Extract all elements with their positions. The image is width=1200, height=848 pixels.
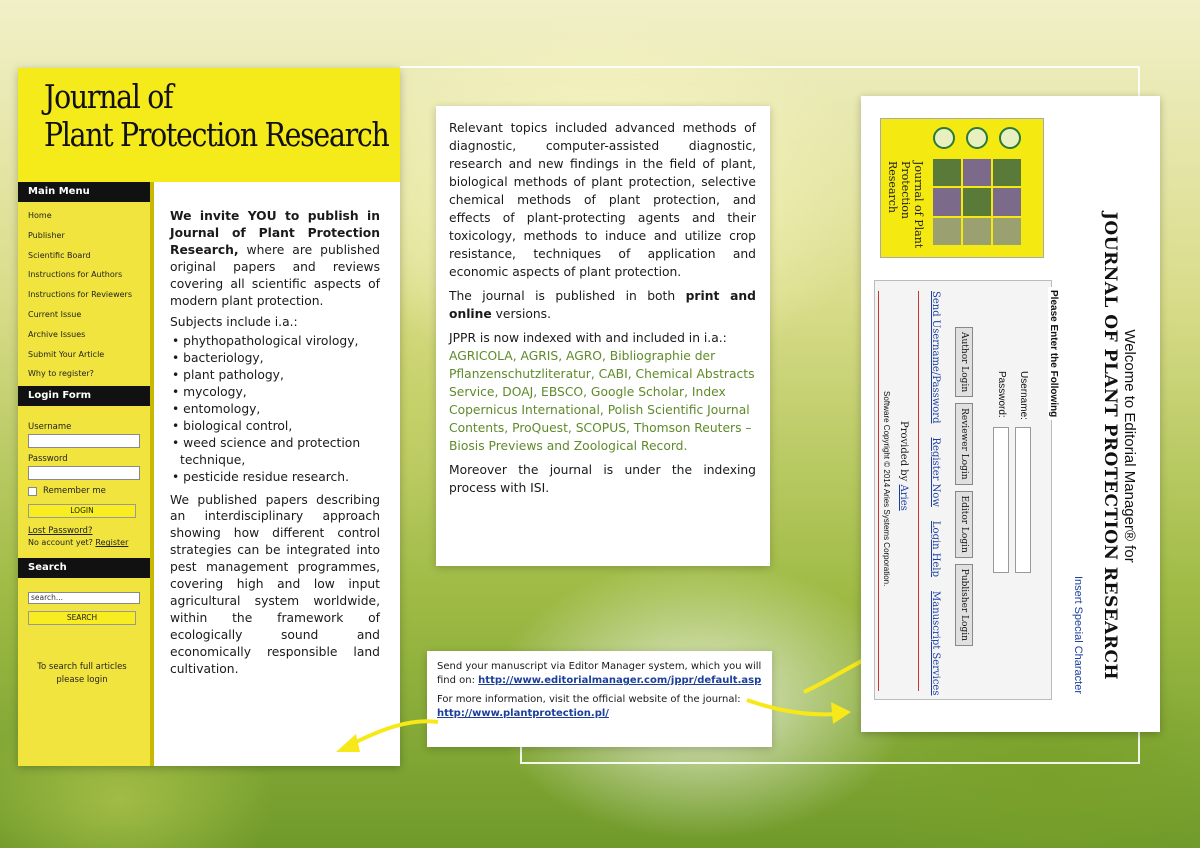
- arrow-left-icon: [330, 700, 440, 760]
- menu-item-home[interactable]: Home: [28, 211, 52, 220]
- published-pre: The journal is published in both: [449, 289, 686, 303]
- menu-item-current-issue[interactable]: Current Issue: [28, 309, 82, 319]
- lost-password-link[interactable]: Lost Password?: [28, 526, 93, 537]
- manuscript-paragraph: [437, 660, 762, 688]
- password-input[interactable]: [28, 466, 140, 480]
- em-welcome: Welcome to Editorial Manager® for: [1121, 329, 1138, 563]
- published-papers-paragraph: We published papers describing an interdisciplinary approach showing how different control strategies can be integrated into pest management programmes, covering high and low input agricultural system worldwide, within the framework of ecologically sound and economically responsible land cultivation.: [170, 492, 380, 676]
- remember-me: [28, 486, 144, 496]
- subjects-intro: Subjects include i.a.:: [170, 315, 298, 330]
- site-header: [18, 68, 400, 182]
- editorial-manager-link[interactable]: http://www.editorialmanager.com/jppr/default.asp: [478, 675, 762, 686]
- list-item: • pesticide residue research.: [170, 469, 380, 486]
- em-username-label: Username:: [1018, 371, 1029, 420]
- list-item: • phythopathological virology,: [170, 333, 380, 350]
- login-form: [18, 406, 154, 558]
- remember-me-label: Remember me: [43, 486, 106, 497]
- list-item: • biological control,: [170, 418, 380, 435]
- username-input[interactable]: [28, 434, 140, 448]
- list-item: • plant pathology,: [170, 367, 380, 384]
- menu-item-archive-issues[interactable]: Archive Issues: [28, 329, 86, 339]
- sidebar: [18, 182, 154, 766]
- list-item: • entomology,: [170, 401, 380, 418]
- search-heading: Search: [18, 558, 154, 578]
- site-title-line-1: Journal of: [44, 77, 173, 116]
- menu-item-scientific-board[interactable]: Scientific Board: [28, 250, 91, 260]
- em-journal-title: JOURNAL OF PLANT PROTECTION RESEARCH: [1100, 211, 1120, 681]
- login-help-link[interactable]: Login Help: [930, 520, 941, 578]
- list-item: • weed science and protection technique,: [170, 435, 380, 469]
- em-copyright: Software Copyright © 2014 Aries Systems Corporation.: [882, 391, 891, 587]
- info-card: [436, 106, 770, 566]
- sidebar-stripe: [150, 182, 154, 766]
- editorial-manager-rotated: [861, 96, 1160, 732]
- cover-title: Journal of Plant Protection Research: [886, 161, 925, 249]
- editor-login-button[interactable]: Editor Login: [955, 491, 973, 558]
- seal-icon: [999, 127, 1021, 149]
- seal-icon: [966, 127, 988, 149]
- isi-paragraph: Moreover the journal is under the indexing process with ISI.: [449, 463, 756, 495]
- reviewer-login-button[interactable]: Reviewer Login: [955, 403, 973, 484]
- login-button[interactable]: LOGIN: [28, 504, 136, 518]
- search-note-line-1: To search full articles: [37, 662, 127, 673]
- list-item: • bacteriology,: [170, 350, 380, 367]
- cover-photo-grid: [933, 159, 1021, 245]
- seal-icon: [933, 127, 955, 149]
- invite-bold: We invite YOU to publish in Journal of Plant Protection Research,: [170, 209, 380, 257]
- search-note: [28, 661, 144, 687]
- password-label: Password: [28, 454, 68, 465]
- divider: [918, 291, 919, 691]
- provider-link[interactable]: Aries: [898, 484, 909, 511]
- site-title: [44, 77, 389, 154]
- divider: [878, 291, 879, 691]
- indexed-paragraph: [449, 329, 756, 455]
- main-menu-heading: Main Menu: [18, 182, 154, 202]
- em-login-buttons: [955, 327, 973, 646]
- published-bold: print and online: [449, 289, 756, 321]
- search-input[interactable]: search...: [28, 592, 140, 604]
- em-password-input[interactable]: [993, 427, 1009, 573]
- editorial-manager-panel: [861, 96, 1160, 732]
- info-paragraph: [437, 693, 762, 721]
- invite-rest: where are published original papers and reviews covering all scientific aspects of modern plant protection.: [170, 242, 380, 308]
- manuscript-services-link[interactable]: Manuscript Services: [930, 591, 941, 696]
- register-now-link[interactable]: Register Now: [930, 437, 941, 507]
- cover-seals: [933, 127, 1021, 153]
- info-text: For more information, visit the official website of the journal:: [437, 694, 741, 705]
- em-login-form: [874, 280, 1059, 700]
- site-title-line-2: Plant Protection Research: [44, 115, 389, 154]
- journal-website-panel: [18, 68, 400, 766]
- indexes-list: AGRICOLA, AGRIS, AGRO, Bibliographie der Pflanzenschutzliteratur, CABI, Chemical Abstracts Service, DOAJ, EBSCO, Google Scholar, Index Copernicus International, Polish Scientific Journal Contents, ProQuest, SCOPUS, Thomson Reuters – Biosis Previews and Zoological Record.: [449, 349, 755, 453]
- links-card: [427, 651, 772, 747]
- site-content: [170, 208, 380, 682]
- remember-me-checkbox[interactable]: [28, 487, 37, 496]
- login-form-heading: Login Form: [18, 386, 154, 406]
- username-label: Username: [28, 422, 72, 433]
- topics-paragraph: Relevant topics included advanced methods of diagnostic, computer-assisted diagnostic, research and new findings in the field of plant, biological methods of plant protection, selective chemical methods of plant protection, and effects of plant-protecting agents and their toxicology, methods to induce and utilize crop resistance, techniques of application and economic aspects of plant protection.: [449, 121, 756, 279]
- subjects-list: [170, 333, 380, 485]
- published-paragraph: [449, 287, 756, 323]
- send-username-password-link[interactable]: Send Username/Password: [930, 291, 941, 424]
- em-username-input[interactable]: [1015, 427, 1031, 573]
- provided-by: [898, 421, 909, 511]
- register-link[interactable]: Register: [95, 538, 129, 548]
- menu-item-submit-article[interactable]: Submit Your Article: [28, 349, 105, 359]
- published-post: versions.: [491, 307, 551, 321]
- author-login-button[interactable]: Author Login: [955, 327, 973, 397]
- journal-cover-image: [880, 118, 1044, 258]
- publisher-login-button[interactable]: Publisher Login: [955, 564, 973, 646]
- manuscript-text: Send your manuscript via Editor Manager system, which you will find on:: [437, 661, 762, 686]
- search-button[interactable]: SEARCH: [28, 611, 136, 625]
- menu-item-instructions-authors[interactable]: Instructions for Authors: [28, 270, 123, 280]
- search-box: [18, 578, 154, 687]
- provided-by-text: Provided by: [898, 421, 909, 485]
- menu-item-why-register[interactable]: Why to register?: [28, 369, 94, 379]
- journal-website-link[interactable]: http://www.plantprotection.pl/: [437, 708, 609, 719]
- menu-item-instructions-reviewers[interactable]: Instructions for Reviewers: [28, 290, 132, 300]
- search-note-line-2: please login: [56, 675, 108, 686]
- indexed-intro: JPPR is now indexed with and included in i.a.:: [449, 331, 727, 345]
- invite-paragraph: [170, 208, 380, 309]
- no-account-text: No account yet?: [28, 538, 96, 548]
- em-form-title: Please Enter the Following: [1048, 287, 1059, 420]
- insert-special-character-link[interactable]: Insert Special Character: [1072, 576, 1084, 694]
- em-password-label: Password:: [996, 371, 1007, 418]
- list-item: • mycology,: [170, 384, 380, 401]
- no-account-note: [28, 538, 144, 547]
- em-links: [930, 291, 941, 695]
- menu-item-publisher[interactable]: Publisher: [28, 230, 65, 240]
